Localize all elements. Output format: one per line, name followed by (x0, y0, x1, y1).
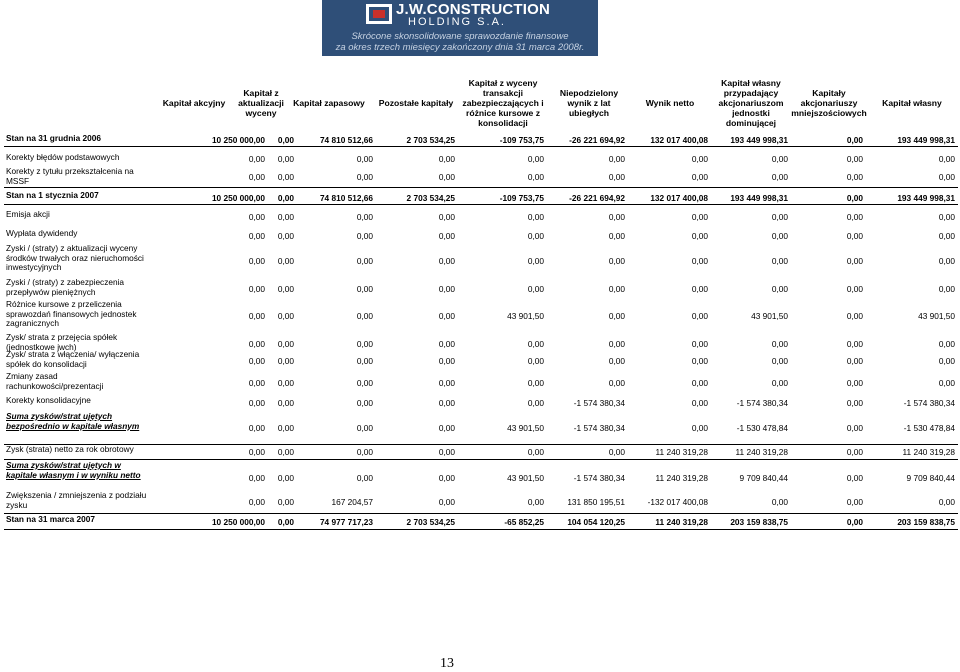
table-cell: 0,00 (608, 172, 625, 182)
table-cell: 0,00 (608, 446, 625, 457)
table-cell: 10 250 000,00 (211, 516, 265, 527)
table-cell: 43 901,50 (751, 311, 788, 321)
table-cell: 0,00 (248, 355, 265, 366)
table-cell: 0,00 (356, 472, 373, 483)
table-cell: 0,00 (277, 311, 294, 321)
table-cell: 0,00 (691, 339, 708, 349)
report-caption-line2: za okres trzech miesięcy zakończony dnia 31 marca 2008r. (335, 42, 585, 53)
table-cell: -1 574 380,34 (573, 397, 625, 408)
table-cell: 0,00 (846, 446, 863, 457)
table-cell: 0,00 (846, 397, 863, 408)
table-cell: 0,00 (846, 283, 863, 294)
table-cell: 0,00 (438, 446, 455, 457)
table-cell: 0,00 (248, 154, 265, 164)
row-label: Suma zysków/strat ujętych w kapitale własnym i w wyniku netto (6, 460, 141, 480)
table-cell: 0,00 (277, 497, 294, 507)
table-cell: 131 850 195,51 (567, 497, 625, 507)
table-cell: 0,00 (608, 154, 625, 164)
table-cell: 0,00 (608, 377, 625, 388)
table-cell: 11 240 319,28 (655, 472, 708, 483)
table-cell: 0,00 (277, 283, 294, 294)
table-cell: 132 017 400,08 (650, 135, 708, 145)
table-cell: 0,00 (527, 154, 544, 164)
page-number: 13 (440, 656, 454, 671)
table-cell: 11 240 319,28 (902, 446, 955, 457)
table-cell: 0,00 (691, 283, 708, 294)
table-cell: 0,00 (248, 397, 265, 408)
table-cell: 0,00 (438, 355, 455, 366)
table-cell: 0,00 (527, 172, 544, 182)
table-cell: -1 530 478,84 (903, 423, 955, 433)
table-cell: 0,00 (248, 255, 265, 266)
table-cell: 0,00 (527, 446, 544, 457)
table-cell: 0,00 (356, 339, 373, 349)
table-cell: 0,00 (438, 283, 455, 294)
column-header: Niepodzielony wynik z lat ubiegłych (559, 88, 619, 118)
table-cell: 193 449 998,31 (897, 135, 955, 145)
row-label: Stan na 1 stycznia 2007 (6, 190, 99, 200)
table-cell: 104 054 120,25 (567, 516, 625, 527)
table-cell: 0,00 (277, 423, 294, 433)
table-cell: 0,00 (846, 355, 863, 366)
table-cell: 0,00 (248, 230, 265, 241)
row-label: Zmiany zasad rachunkowości/prezentacji (6, 371, 104, 391)
table-cell: 2 703 534,25 (406, 135, 455, 145)
row-divider (4, 459, 958, 460)
table-cell: -65 852,25 (504, 516, 544, 527)
table-cell: 43 901,50 (507, 423, 544, 433)
table-cell: 0,00 (438, 423, 455, 433)
table-cell: 0,00 (356, 172, 373, 182)
table-cell: 203 159 838,75 (897, 516, 955, 527)
table-cell: 0,00 (771, 154, 788, 164)
table-cell: -132 017 400,08 (647, 497, 708, 507)
table-cell: 0,00 (356, 255, 373, 266)
table-cell: 0,00 (527, 497, 544, 507)
table-cell: 0,00 (356, 154, 373, 164)
row-label: Wypłata dywidendy (6, 228, 78, 238)
table-cell: -1 574 380,34 (903, 397, 955, 408)
row-label: Zysk/ strata z przejęcia spółek (jednostkowe jwch) (6, 332, 118, 352)
row-divider (4, 513, 958, 514)
table-cell: 0,00 (846, 472, 863, 483)
table-cell: 0,00 (608, 255, 625, 266)
row-label: Zysk/ strata z włączenia/ wyłączenia spółek do konsolidacji (6, 349, 140, 369)
table-cell: 0,00 (846, 377, 863, 388)
row-label: Zyski / (straty) z zabezpieczenia przepływów pieniężnych (6, 277, 125, 297)
table-cell: 0,00 (846, 311, 863, 321)
table-cell: 0,00 (248, 211, 265, 222)
table-cell: 0,00 (608, 355, 625, 366)
table-cell: 11 240 319,28 (655, 446, 708, 457)
table-cell: 0,00 (938, 377, 955, 388)
table-cell: 0,00 (691, 211, 708, 222)
table-cell: 0,00 (938, 211, 955, 222)
table-cell: 0,00 (691, 230, 708, 241)
table-cell: 167 204,57 (331, 497, 373, 507)
table-cell: 0,00 (277, 516, 294, 527)
table-cell: 0,00 (248, 377, 265, 388)
table-cell: 0,00 (527, 355, 544, 366)
row-label: Zyski / (straty) z aktualizacji wyceny środków trwałych oraz nieruchomości inwestycyjnych (6, 243, 144, 273)
table-cell: 74 810 512,66 (319, 192, 373, 203)
row-label: Stan na 31 marca 2007 (6, 514, 96, 524)
table-cell: 0,00 (438, 230, 455, 241)
table-cell: 0,00 (608, 311, 625, 321)
table-cell: 0,00 (356, 355, 373, 366)
table-cell: 0,00 (938, 497, 955, 507)
table-cell: 0,00 (248, 172, 265, 182)
table-cell: 0,00 (438, 472, 455, 483)
table-cell: 0,00 (938, 172, 955, 182)
table-cell: 0,00 (277, 154, 294, 164)
table-cell: 0,00 (771, 283, 788, 294)
company-logo-icon (366, 4, 392, 24)
table-cell: 0,00 (248, 497, 265, 507)
table-cell: 0,00 (846, 339, 863, 349)
row-label: Różnice kursowe z przeliczenia sprawozdań finansowych jednostek zagranicznych (6, 299, 137, 329)
column-header: Pozostałe kapitały (378, 98, 454, 108)
table-cell: 0,00 (771, 377, 788, 388)
table-cell: 0,00 (771, 339, 788, 349)
table-cell: 0,00 (608, 339, 625, 349)
table-cell: 0,00 (277, 446, 294, 457)
table-cell: 0,00 (846, 516, 863, 527)
table-cell: 0,00 (527, 230, 544, 241)
table-cell: 0,00 (938, 283, 955, 294)
table-cell: 0,00 (691, 311, 708, 321)
table-cell: 0,00 (846, 192, 863, 203)
table-cell: 43 901,50 (918, 311, 955, 321)
column-header: Kapitały akcjonariuszy mniejszościowych (791, 88, 867, 118)
table-cell: 0,00 (438, 311, 455, 321)
table-cell: 0,00 (691, 397, 708, 408)
table-cell: 0,00 (771, 172, 788, 182)
table-cell: 11 240 319,28 (735, 446, 788, 457)
table-cell: 0,00 (277, 355, 294, 366)
table-cell: 0,00 (771, 230, 788, 241)
table-cell: 203 159 838,75 (730, 516, 788, 527)
row-divider (4, 204, 958, 205)
table-cell: 0,00 (277, 172, 294, 182)
table-cell: 0,00 (438, 339, 455, 349)
table-cell: 0,00 (277, 135, 294, 145)
table-cell: 0,00 (771, 355, 788, 366)
table-cell: 0,00 (438, 377, 455, 388)
company-name-sub: HOLDING S.A. (408, 16, 506, 28)
table-cell: 0,00 (608, 230, 625, 241)
table-cell: 0,00 (846, 255, 863, 266)
column-header: Kapitał własny (882, 98, 942, 108)
table-cell: 0,00 (438, 172, 455, 182)
table-cell: 74 810 512,66 (319, 135, 373, 145)
table-cell: 43 901,50 (507, 472, 544, 483)
table-cell: 0,00 (356, 377, 373, 388)
table-cell: 74 977 717,23 (319, 516, 373, 527)
table-cell: 0,00 (691, 255, 708, 266)
table-cell: 0,00 (527, 377, 544, 388)
table-cell: -109 753,75 (499, 135, 544, 145)
table-cell: 0,00 (691, 154, 708, 164)
table-cell: 0,00 (356, 230, 373, 241)
table-cell: 0,00 (277, 377, 294, 388)
table-cell: 0,00 (438, 154, 455, 164)
table-cell: -1 574 380,34 (736, 397, 788, 408)
column-header: Kapitał własny przypadający akcjonariuszom jednostki dominującej (718, 78, 784, 128)
report-caption-line1: Skrócone skonsolidowane sprawozdanie finansowe (351, 31, 569, 42)
table-cell: 0,00 (277, 192, 294, 203)
table-cell: 0,00 (277, 339, 294, 349)
table-cell: 0,00 (527, 339, 544, 349)
table-cell: 11 240 319,28 (655, 516, 708, 527)
table-cell: 0,00 (846, 211, 863, 222)
table-cell: 0,00 (277, 211, 294, 222)
table-cell: 193 449 998,31 (730, 192, 788, 203)
table-cell: 0,00 (248, 423, 265, 433)
table-cell: 193 449 998,31 (730, 135, 788, 145)
table-cell: 0,00 (277, 472, 294, 483)
table-cell: 2 703 534,25 (406, 192, 455, 203)
table-cell: 0,00 (438, 397, 455, 408)
table-cell: -26 221 694,92 (569, 135, 625, 145)
row-divider (4, 187, 958, 188)
table-cell: 0,00 (248, 472, 265, 483)
company-name: J.W.CONSTRUCTION (396, 1, 551, 18)
table-cell: 0,00 (438, 497, 455, 507)
column-header: Kapitał akcyjny (162, 98, 226, 108)
table-cell: 0,00 (248, 311, 265, 321)
column-header: Wynik netto (645, 98, 695, 108)
table-cell: 0,00 (691, 423, 708, 433)
row-label: Suma zysków/strat ujętych bezpośrednio w kapitale własnym (6, 411, 140, 431)
table-cell: 0,00 (527, 283, 544, 294)
table-cell: 0,00 (248, 446, 265, 457)
column-header: Kapitał z aktualizacji wyceny (238, 88, 284, 118)
table-cell: 193 449 998,31 (897, 192, 955, 203)
table-cell: 0,00 (356, 397, 373, 408)
table-cell: -1 530 478,84 (736, 423, 788, 433)
column-header: Kapitał zapasowy (293, 98, 365, 108)
table-cell: 10 250 000,00 (211, 192, 265, 203)
table-cell: 10 250 000,00 (211, 135, 265, 145)
row-label: Korekty z tytułu przekształcenia na MSSF (6, 166, 134, 186)
company-header-banner (322, 0, 598, 56)
table-cell: -1 574 380,34 (573, 472, 625, 483)
table-cell: 0,00 (938, 339, 955, 349)
table-cell: 0,00 (938, 230, 955, 241)
table-cell: 43 901,50 (507, 311, 544, 321)
table-cell: 0,00 (356, 446, 373, 457)
column-header: Kapitał z wyceny transakcji zabezpieczających i różnice kursowe z konsolidacji (462, 78, 544, 128)
table-cell: 0,00 (846, 172, 863, 182)
table-cell: 132 017 400,08 (650, 192, 708, 203)
table-cell: 0,00 (527, 211, 544, 222)
table-cell: 0,00 (248, 283, 265, 294)
table-cell: 0,00 (691, 355, 708, 366)
row-label: Zwiększenia / zmniejszenia z podziału zysku (6, 490, 147, 510)
table-cell: 0,00 (438, 211, 455, 222)
table-cell: 0,00 (277, 230, 294, 241)
table-cell: 0,00 (608, 211, 625, 222)
table-cell: -109 753,75 (499, 192, 544, 203)
table-cell: 0,00 (846, 230, 863, 241)
table-cell: 0,00 (691, 377, 708, 388)
row-label: Stan na 31 grudnia 2006 (6, 133, 101, 143)
table-cell: 0,00 (527, 397, 544, 408)
table-cell: 0,00 (356, 211, 373, 222)
table-cell: 9 709 840,44 (906, 472, 955, 483)
table-cell: 0,00 (277, 397, 294, 408)
table-cell: 0,00 (277, 255, 294, 266)
row-divider (4, 146, 958, 147)
table-cell: 9 709 840,44 (739, 472, 788, 483)
row-label: Zysk (strata) netto za rok obrotowy (6, 444, 134, 454)
table-cell: 0,00 (938, 154, 955, 164)
table-cell: 0,00 (527, 255, 544, 266)
table-cell: -26 221 694,92 (569, 192, 625, 203)
table-cell: 0,00 (846, 154, 863, 164)
table-cell: 0,00 (938, 255, 955, 266)
table-cell: 0,00 (248, 339, 265, 349)
table-cell: 0,00 (938, 355, 955, 366)
table-cell: 0,00 (691, 172, 708, 182)
table-cell: 0,00 (356, 423, 373, 433)
table-cell: 0,00 (846, 423, 863, 433)
table-cell: 2 703 534,25 (406, 516, 455, 527)
table-cell: 0,00 (771, 255, 788, 266)
row-label: Korekty konsolidacyjne (6, 395, 91, 405)
table-cell: 0,00 (356, 311, 373, 321)
table-cell: 0,00 (846, 135, 863, 145)
row-divider (4, 529, 958, 530)
table-cell: 0,00 (356, 283, 373, 294)
table-cell: 0,00 (846, 497, 863, 507)
table-cell: 0,00 (771, 497, 788, 507)
table-cell: 0,00 (608, 283, 625, 294)
table-cell: 0,00 (438, 255, 455, 266)
table-cell: -1 574 380,34 (573, 423, 625, 433)
table-cell: 0,00 (771, 211, 788, 222)
row-label: Korekty błędów podstawowych (6, 152, 120, 162)
row-label: Emisja akcji (6, 209, 50, 219)
